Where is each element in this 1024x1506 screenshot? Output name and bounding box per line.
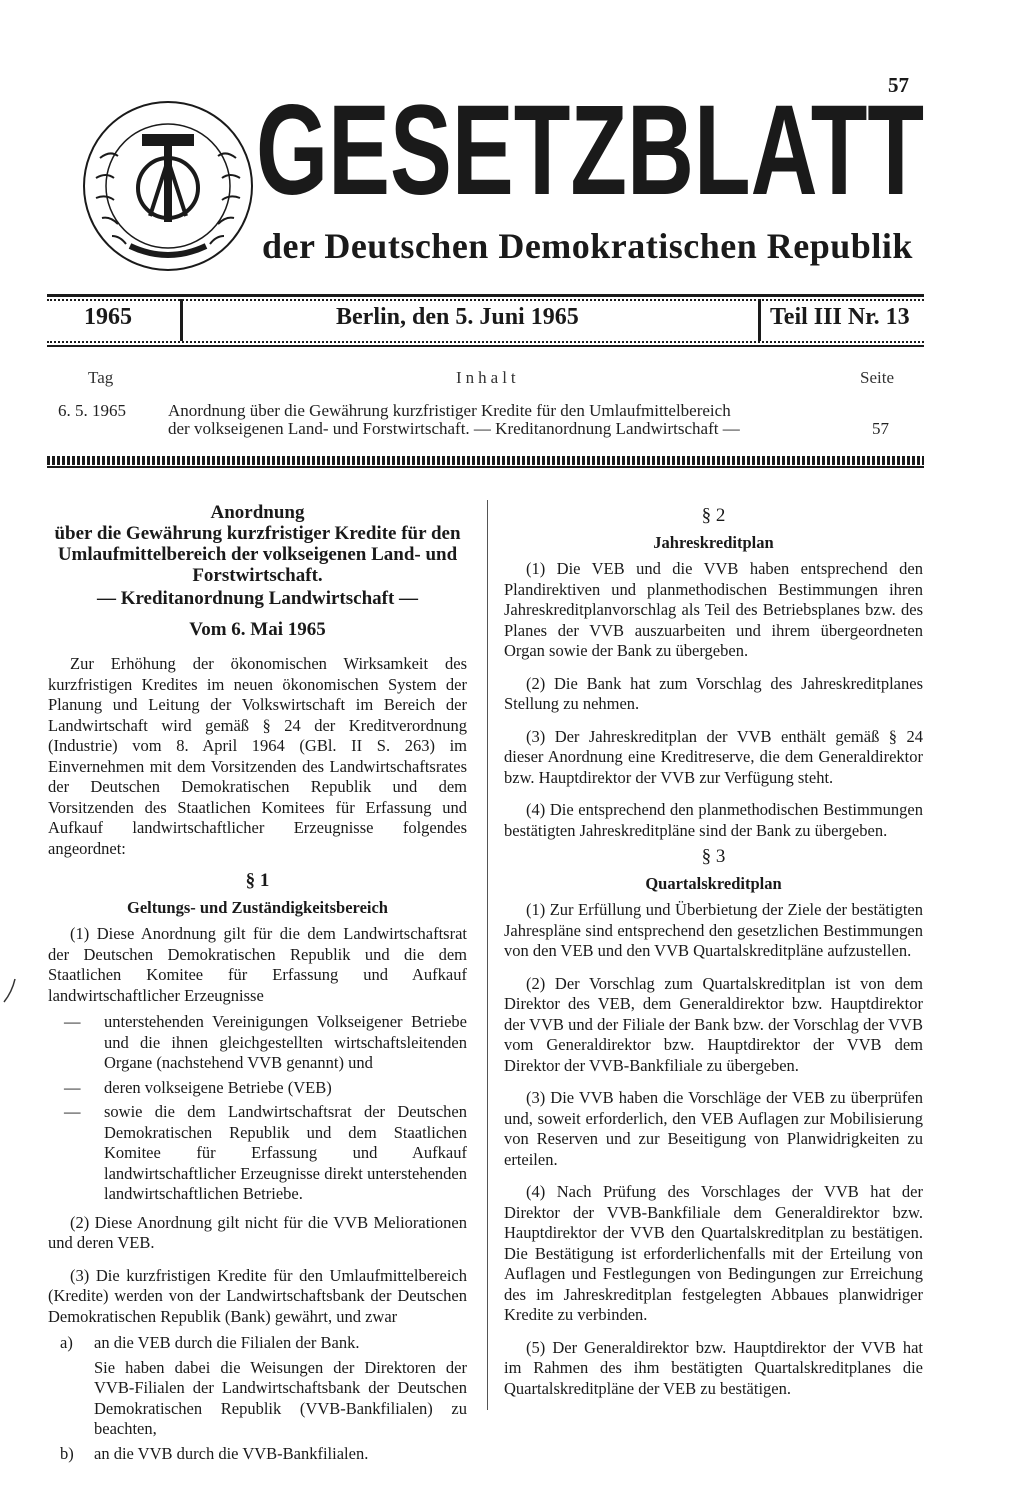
masthead-subtitle: der Deutschen Demokratischen Republik <box>262 226 913 266</box>
dash-mark: — <box>64 1012 81 1031</box>
preamble: Zur Erhöhung der ökonomischen Wirksamkeit des kurzfristigen Kredites im neuen ökonomischen System der Planung und Leitung der Volkswirtschaft im Bereich der Landwirtschaft wird gemäß § 24 der Kreditverordnung (Industrie) vom 8. April 1964 (GBl. II S. 263) im Einvernehmen mit dem Vorsitzenden des Landwirtschaftsrates der Deutschen Demokratischen Republik und dem Vorsitzenden des Staatlichen Komitees für Erfassung und Aufkauf landwirtschaftlicher Erzeugnisse folgendes angeordnet: <box>48 654 467 858</box>
dash-mark: — <box>64 1102 81 1121</box>
list-item-text: Sie haben dabei die Weisungen der Direktoren der VVB-Filialen der Landwirtschaftsbank der Deutschen Demokratischen Republik (VVB-Bankfilialen) zu beachten, <box>94 1357 467 1438</box>
ordinance-subject: über die Gewährung kurzfristiger Kredite für den Umlaufmittelbereich der volkseigenen Land- und Forstwirtschaft. <box>54 523 461 586</box>
list-item <box>48 1333 467 1354</box>
ordinance-date: Vom 6. Mai 1965 <box>189 619 326 640</box>
dateline-divider-left <box>180 299 183 341</box>
section-1-paragraph-3: (3) Die kurzfristigen Kredite für den Umlaufmittelbereich (Kredite) werden von der Landwirtschaftsbank der Deutschen Demokratischen Republik (Bank) gewährt, und zwar <box>48 1265 467 1326</box>
list-item-text: sowie die dem Landwirtschaftsrat der Deutschen Demokratischen Republik und dem Staatlichen Komitee für Erfassung und Aufkauf landwirtschaftlicher Erzeugnisse direkt unterstehenden landwirtschaftlichen Betriebe. <box>104 1102 467 1203</box>
header-rule-bottom-dotted <box>47 341 924 343</box>
margin-pencil-mark-icon <box>2 976 18 1006</box>
header-rule-top <box>47 294 924 297</box>
toc-row-line1: Anordnung über die Gewährung kurzfristiger Kredite für den Umlaufmittelbereich <box>168 401 731 420</box>
list-item <box>48 1078 467 1099</box>
list-item-continuation <box>48 1358 467 1440</box>
section-1-paragraph-1: (1) Diese Anordnung gilt für die dem Landwirtschaftsrat der Deutschen Demokratischen Republik und die dem Staatlichen Komitee für Erfassung und Aufkauf landwirtschaftlicher Erzeugnisse <box>48 924 467 1005</box>
list-marker: a) <box>60 1333 73 1352</box>
toc-row-line2: der volkseigenen Land- und Forstwirtschaft. — Kreditanordnung Landwirtschaft — <box>168 419 740 438</box>
toc-col-content: Inhalt <box>456 368 520 387</box>
section-3-paragraph-2: (2) Der Vorschlag zum Quartalskreditplan ist von dem Direktor des VEB, dem Generaldirektor bzw. Hauptdirektor der VVB und der Filiale der Bank bzw. der Vorschlag der VVB vom Generaldirektor bzw. Hauptdirektor der VVB dem Direktor der VVB-Bankfiliale zu übergeben. <box>504 973 923 1075</box>
section-3-paragraph-5: (5) Der Generaldirektor bzw. Hauptdirektor der VVB hat im Rahmen des ihm bestätigten Quartalskreditplanes die Quartalskreditpläne der VEB zu bestätigen. <box>504 1337 923 1398</box>
issue-date: Berlin, den 5. Juni 1965 <box>336 304 579 330</box>
header-rule-bottom <box>47 345 924 347</box>
state-emblem-icon <box>80 98 256 274</box>
dash-mark: — <box>64 1077 81 1097</box>
section-separator-line <box>47 466 924 468</box>
list-item <box>48 1444 467 1465</box>
section-2-paragraph-2: (2) Die Bank hat zum Vorschlag des Jahreskreditplanes Stellung zu nehmen. <box>504 673 923 713</box>
list-item <box>48 1012 467 1074</box>
section-2-number: § 2 <box>701 505 726 526</box>
ordinance-short-title: — Kreditanordnung Landwirtschaft — <box>96 588 419 609</box>
list-marker: b) <box>60 1443 74 1463</box>
column-divider <box>487 500 488 1410</box>
masthead-title <box>256 96 928 206</box>
list-item-text: unterstehenden Vereinigungen Volkseigener Betriebe und die ihnen gleichgestellten wirtschaftsleitenden Organe (nachstehend VVB genannt) und <box>104 1012 467 1072</box>
dateline-divider-right <box>758 299 761 341</box>
left-column <box>48 502 467 1468</box>
section-2-title: Jahreskreditplan <box>653 532 774 552</box>
section-3-title: Quartalskreditplan <box>645 873 782 893</box>
header-rule-top-dotted <box>47 299 924 301</box>
list-item-text: an die VEB durch die Filialen der Bank. <box>94 1333 360 1352</box>
section-3-paragraph-1: (1) Zur Erfüllung und Überbietung der Ziele der bestätigten Jahrespläne sind entsprechend den gesetzlichen Bestimmungen von den VEB und den VVB Quartalskreditpläne aufzustellen. <box>504 900 923 960</box>
section-1-number: § 1 <box>245 870 270 891</box>
section-separator <box>47 456 924 465</box>
masthead-title-text: GESETZBLATT <box>256 96 924 206</box>
toc-col-page: Seite <box>860 368 894 387</box>
section-1-paragraph-2: (2) Diese Anordnung gilt nicht für die VVB Meliorationen und deren VEB. <box>48 1212 467 1252</box>
list-item-text: an die VVB durch die VVB-Bankfilialen. <box>94 1443 369 1463</box>
issue-year: 1965 <box>84 304 132 330</box>
section-3-paragraph-4: (4) Nach Prüfung des Vorschlages der VVB hat der Direktor der VVB-Bankfiliale dem Generaldirektor bzw. Hauptdirektor der VVB den Quartalskreditplan zu bestätigen. Die Bestätigung ist erforderlichenfalls mit der Erteilung von Auflagen und Festlegungen von Bedingungen zur Erreichung des im Jahreskreditplan festgelegten Abbaues planwidriger Kredite zu verbinden. <box>504 1182 923 1324</box>
issue-part-number: Teil III Nr. 13 <box>770 304 910 330</box>
list-item-text: deren volkseigene Betriebe (VEB) <box>104 1077 332 1097</box>
section-3-number: § 3 <box>701 846 726 867</box>
section-2-paragraph-1: (1) Die VEB und die VVB haben entsprechend den Plandirektiven und planmethodischen Bestimmungen ihren Jahreskreditplanvorschlag als Teil des Betriebsplanes bzw. des Planes der VVB auszuarbeiten und ihrem übergeordneten Organ sowie der Bank zu übergeben. <box>504 559 923 660</box>
toc-row-date: 6. 5. 1965 <box>58 401 126 420</box>
list-item <box>48 1102 467 1205</box>
page-number: 57 <box>888 73 909 97</box>
toc-row-page: 57 <box>872 419 889 438</box>
section-2-paragraph-3: (3) Der Jahreskreditplan der VVB enthält gemäß § 24 dieser Anordnung eine Kreditreserve, die dem Generaldirektor bzw. Hauptdirektor der VVB zur Verfügung steht. <box>504 726 923 787</box>
section-1-title: Geltungs- und Zuständigkeitsbereich <box>126 897 388 917</box>
toc-col-day: Tag <box>88 368 114 387</box>
right-column <box>504 506 923 1411</box>
section-2-paragraph-4: (4) Die entsprechend den planmethodischen Bestimmungen bestätigten Jahreskreditpläne sind der Bank zu übergeben. <box>504 800 923 840</box>
ordinance-title: Anordnung <box>210 502 305 523</box>
section-3-paragraph-3: (3) Die VVB haben die Vorschläge der VEB zu überprüfen und, soweit erforderlich, den VEB Auflagen zur Mobilisierung von Reserven und zur Beseitigung von Planwidrigkeiten zu erteilen. <box>504 1088 923 1169</box>
